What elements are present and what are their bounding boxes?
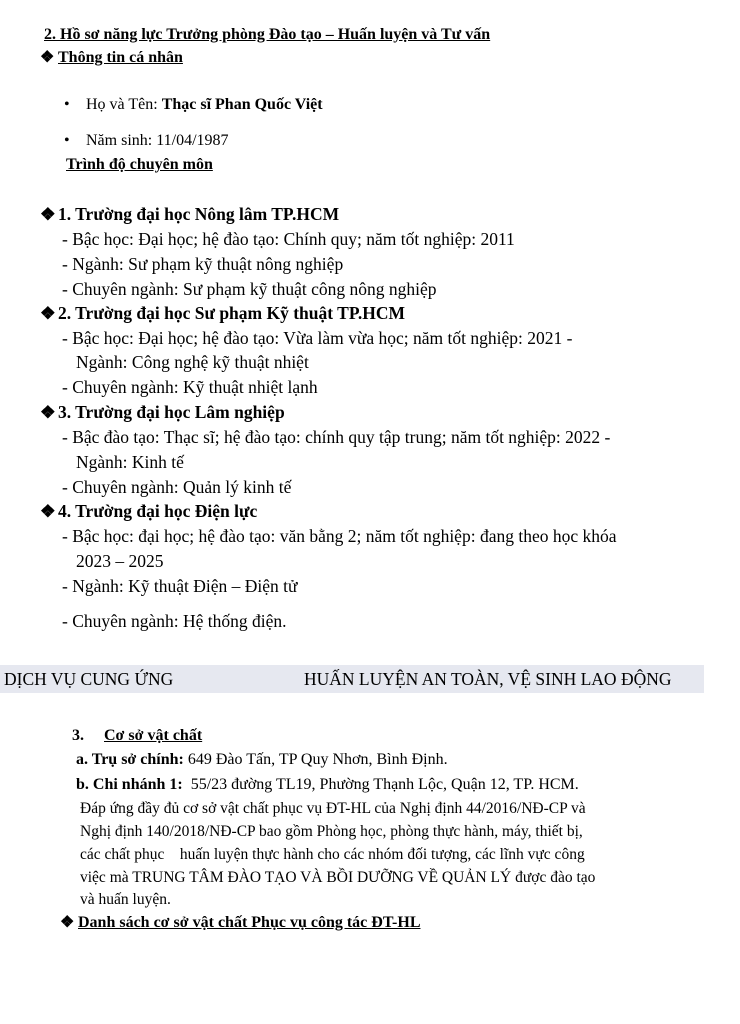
diamond-bullet-icon: ❖ [40, 49, 55, 66]
diamond-bullet-icon: ❖ [40, 303, 56, 323]
school-2-line-2: Ngành: Công nghệ kỹ thuật nhiệt [76, 352, 309, 372]
birth-line [64, 132, 229, 150]
name-value: Thạc sĩ Phan Quốc Việt [161, 96, 323, 113]
section-2-title-text: 2. Hồ sơ năng lực Trưởng phòng Đào tạo – Huấn luyện và Tư vấn [44, 26, 491, 43]
name-label: Họ và Tên: [86, 96, 162, 113]
head-office-value: 649 Đào Tấn, TP Quy Nhơn, Bình Định. [183, 751, 448, 768]
section-2-title [44, 26, 490, 44]
school-2-title [40, 303, 405, 323]
school-1-line-1: - Bậc học: Đại học; hệ đào tạo: Chính quy; năm tốt nghiệp: 2011 [62, 229, 515, 249]
school-3-line-1: - Bậc đào tạo: Thạc sĩ; hệ đào tạo: chính quy tập trung; năm tốt nghiệp: 2022 - [62, 427, 611, 447]
school-3-line-2: Ngành: Kinh tế [76, 452, 184, 472]
school-title-text: 4. Trường đại học Điện lực [58, 501, 258, 521]
qualification-heading: Trình độ chuyên môn [66, 156, 213, 173]
paragraph-line-4: việc mà TRUNG TÂM ĐÀO TẠO VÀ BỒI DƯỠNG VỀ QUẢN LÝ được đào tạo [80, 869, 596, 886]
branch-value: 55/23 đường TL19, Phường Thạnh Lộc, Quận 12, TP. HCM. [182, 776, 579, 793]
school-title-text: 3. Trường đại học Lâm nghiệp [58, 402, 285, 422]
name-line [64, 96, 323, 114]
paragraph-line-3: các chất phục huấn luyện thực hành cho các nhóm đối tượng, các lĩnh vực công [80, 846, 585, 863]
section-3-title-text: Cơ sở vật chất [104, 727, 203, 744]
paragraph-line-5: và huấn luyện. [80, 891, 171, 908]
facility-list-heading [60, 914, 420, 932]
section-3-title [72, 727, 202, 745]
school-2-line-1: - Bậc học: Đại học; hệ đào tạo: Vừa làm vừa học; năm tốt nghiệp: 2021 - [62, 328, 573, 348]
school-1-line-3: - Chuyên ngành: Sư phạm kỹ thuật công nông nghiệp [62, 279, 437, 299]
school-4-line-1: - Bậc học: đại học; hệ đào tạo: văn bằng 2; năm tốt nghiệp: đang theo học khóa [62, 526, 617, 546]
band-right-text: HUẤN LUYỆN AN TOÀN, VỆ SINH LAO ĐỘNG [304, 669, 672, 689]
round-bullet-icon: • [64, 132, 70, 149]
header-band [0, 665, 704, 693]
diamond-bullet-icon: ❖ [60, 914, 75, 931]
school-1-line-2: - Ngành: Sư phạm kỹ thuật nông nghiệp [62, 254, 344, 274]
school-4-line-3: - Ngành: Kỹ thuật Điện – Điện tử [62, 576, 298, 596]
school-3-line-3: - Chuyên ngành: Quản lý kinh tế [62, 477, 292, 497]
diamond-bullet-icon: ❖ [40, 204, 56, 224]
birth-text: Năm sinh: 11/04/1987 [86, 132, 229, 149]
school-2-line-3: - Chuyên ngành: Kỹ thuật nhiệt lạnh [62, 377, 318, 397]
paragraph-line-2: Nghị định 140/2018/NĐ-CP bao gồm Phòng học, phòng thực hành, máy, thiết bị, [80, 823, 583, 840]
paragraph-line-1: Đáp ứng đầy đủ cơ sở vật chất phục vụ ĐT-HL của Nghị định 44/2016/NĐ-CP và [80, 800, 586, 817]
school-4-line-4: - Chuyên ngành: Hệ thống điện. [62, 611, 287, 631]
branch-line [76, 776, 579, 794]
school-1-title [40, 204, 339, 224]
diamond-bullet-icon: ❖ [40, 402, 56, 422]
personal-info-heading [40, 49, 183, 67]
personal-info-heading-text: Thông tin cá nhân [58, 49, 183, 66]
school-title-text: 2. Trường đại học Sư phạm Kỹ thuật TP.HCM [58, 303, 406, 323]
band-left-text: DỊCH VỤ CUNG ỨNG [4, 669, 174, 689]
head-office-label: a. Trụ sở chính: [76, 751, 184, 768]
section-3-number: 3. [72, 727, 84, 744]
diamond-bullet-icon: ❖ [40, 501, 56, 521]
school-4-line-2: 2023 – 2025 [76, 551, 164, 571]
round-bullet-icon: • [64, 96, 70, 113]
facility-list-heading-text: Danh sách cơ sở vật chất Phục vụ công tác ĐT-HL [78, 914, 421, 931]
school-title-text: 1. Trường đại học Nông lâm TP.HCM [58, 204, 340, 224]
branch-label: b. Chi nhánh 1: [76, 776, 183, 793]
school-3-title [40, 402, 285, 422]
school-4-title [40, 501, 257, 521]
head-office-line [76, 751, 448, 769]
